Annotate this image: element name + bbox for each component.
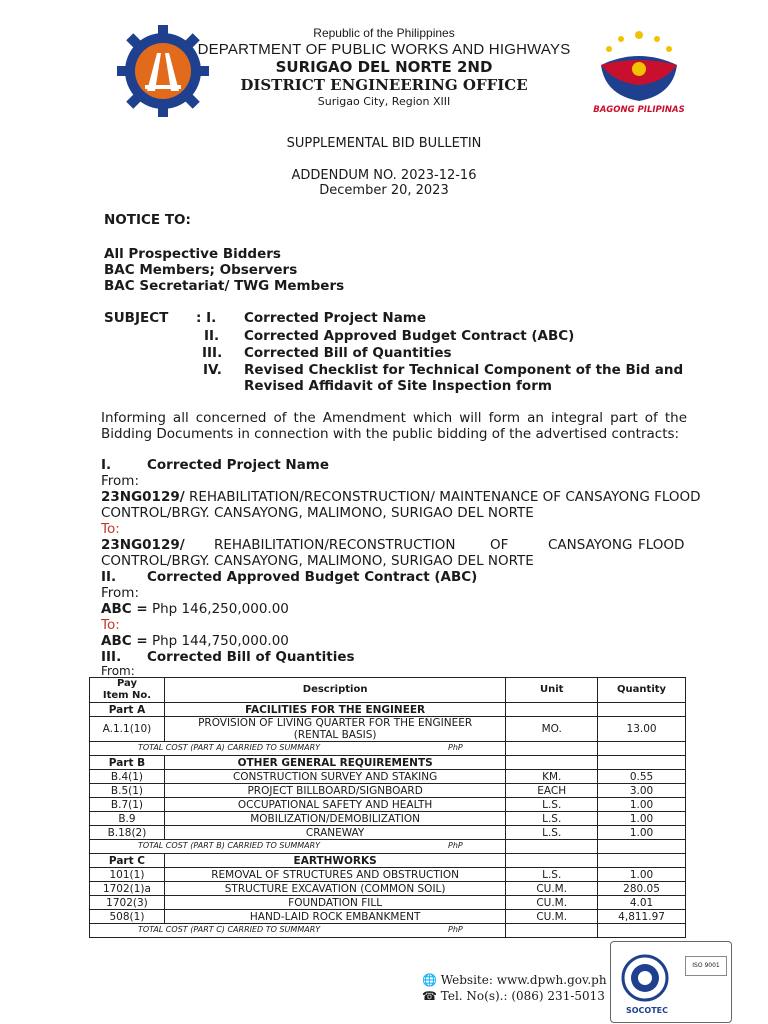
total-label: TOTAL COST (PART A) CARRIED TO SUMMARY	[138, 743, 321, 752]
cert-iso: ISO 9001	[685, 956, 727, 976]
part-title: OTHER GENERAL REQUIREMENTS	[164, 756, 505, 770]
subject-num: II.	[204, 328, 220, 344]
table-total-row	[90, 742, 686, 756]
header-department: DEPARTMENT OF PUBLIC WORKS AND HIGHWAYS	[197, 41, 571, 58]
total-label-cell	[90, 742, 506, 756]
total-label: TOTAL COST (PART C) CARRIED TO SUMMARY	[138, 925, 321, 934]
section3-num: III.	[101, 649, 122, 665]
item-number: 508(1)	[90, 910, 165, 924]
table-part-row	[90, 703, 686, 717]
bill-of-quantities-table	[89, 677, 686, 938]
item-description: CRANEWAY	[164, 826, 505, 840]
addendum-number: ADDENDUM NO. 2023-12-16	[291, 168, 477, 183]
item-unit: EACH	[506, 784, 598, 798]
empty-cell	[598, 854, 686, 868]
total-label-cell	[90, 840, 506, 854]
header-office-2: DISTRICT ENGINEERING OFFICE	[240, 76, 528, 94]
item-quantity: 4,811.97	[598, 910, 686, 924]
item-description: MOBILIZATION/DEMOBILIZATION	[164, 812, 505, 826]
item-number: A.1.1(10)	[90, 717, 165, 742]
project-name-part: REHABILITATION/RECONSTRUCTION	[214, 537, 456, 553]
item-description: PROJECT BILLBOARD/SIGNBOARD	[164, 784, 505, 798]
item-number: 1702(1)a	[90, 882, 165, 896]
section1-to-line2: CONTROL/BRGY. CANSAYONG, MALIMONO, SURIGAO DEL NORTE	[101, 553, 534, 569]
col-description: Description	[164, 678, 505, 703]
abc-value: Php 144,750,000.00	[147, 633, 289, 649]
empty-cell	[598, 756, 686, 770]
header-office-1: SURIGAO DEL NORTE 2ND	[275, 58, 493, 76]
item-quantity: 1.00	[598, 868, 686, 882]
table-row	[90, 882, 686, 896]
item-unit: CU.M.	[506, 882, 598, 896]
col-quantity: Quantity	[598, 678, 686, 703]
notice-recipient: BAC Secretariat/ TWG Members	[104, 278, 345, 294]
item-description: CONSTRUCTION SURVEY AND STAKING	[164, 770, 505, 784]
item-quantity: 3.00	[598, 784, 686, 798]
subject-label: SUBJECT	[104, 310, 169, 326]
item-unit: L.S.	[506, 868, 598, 882]
empty-cell	[506, 924, 598, 938]
globe-icon: 🌐	[422, 973, 437, 987]
notice-recipient: BAC Members; Observers	[104, 262, 298, 278]
item-unit: L.S.	[506, 812, 598, 826]
item-description: FOUNDATION FILL	[164, 896, 505, 910]
section3-title: Corrected Bill of Quantities	[147, 649, 355, 665]
item-number: 1702(3)	[90, 896, 165, 910]
section2-to-label: To:	[101, 617, 120, 633]
item-quantity: 4.01	[598, 896, 686, 910]
item-number: B.4(1)	[90, 770, 165, 784]
item-number: B.18(2)	[90, 826, 165, 840]
empty-cell	[506, 703, 598, 717]
subject-item: Revised Checklist for Technical Component of the Bid and	[244, 362, 684, 378]
cert-name: SOCOTEC	[625, 1006, 669, 1015]
table-row	[90, 798, 686, 812]
item-unit: CU.M.	[506, 910, 598, 924]
item-quantity: 0.55	[598, 770, 686, 784]
project-code: 23NG0129/	[101, 489, 185, 505]
table-row	[90, 910, 686, 924]
item-quantity: 1.00	[598, 812, 686, 826]
footer-telephone: ☎ Tel. No(s).: (086) 231-5013	[422, 989, 605, 1003]
table-part-row	[90, 756, 686, 770]
item-description: STRUCTURE EXCAVATION (COMMON SOIL)	[164, 882, 505, 896]
item-number: B.9	[90, 812, 165, 826]
bagong-pilipinas-label: BAGONG PILIPINAS	[593, 105, 685, 115]
section2-from-label: From:	[101, 585, 139, 601]
total-label-cell	[90, 924, 506, 938]
part-label: Part A	[90, 703, 165, 717]
table-row	[90, 868, 686, 882]
section3-from-label: From:	[101, 664, 135, 678]
total-label: TOTAL COST (PART B) CARRIED TO SUMMARY	[138, 841, 321, 850]
abc-value: Php 146,250,000.00	[147, 601, 289, 617]
item-unit: L.S.	[506, 826, 598, 840]
section1-title: Corrected Project Name	[147, 457, 330, 473]
socotec-icon	[615, 948, 685, 1008]
part-title: FACILITIES FOR THE ENGINEER	[164, 703, 505, 717]
empty-cell	[506, 756, 598, 770]
currency-label: PhP	[448, 743, 463, 752]
table-part-row	[90, 854, 686, 868]
table-total-row	[90, 840, 686, 854]
part-title: EARTHWORKS	[164, 854, 505, 868]
item-number: B.5(1)	[90, 784, 165, 798]
item-number: 101(1)	[90, 868, 165, 882]
table-row	[90, 784, 686, 798]
empty-cell	[598, 840, 686, 854]
notice-recipient: All Prospective Bidders	[104, 246, 281, 262]
bulletin-title: SUPPLEMENTAL BID BULLETIN	[286, 136, 482, 151]
subject-num: IV.	[203, 362, 222, 378]
table-total-row	[90, 924, 686, 938]
abc-label: ABC =	[101, 601, 148, 617]
table-row	[90, 812, 686, 826]
item-description: OCCUPATIONAL SAFETY AND HEALTH	[164, 798, 505, 812]
phone-icon: ☎	[422, 989, 437, 1003]
abc-to	[101, 633, 289, 649]
section1-from-label: From:	[101, 473, 139, 489]
subject-item: Corrected Bill of Quantities	[244, 345, 452, 361]
project-code: 23NG0129/	[101, 537, 185, 553]
item-description: PROVISION OF LIVING QUARTER FOR THE ENGINEER (RENTAL BASIS)	[164, 717, 505, 742]
section2-num: II.	[101, 569, 117, 585]
section1-to-line1	[101, 537, 687, 553]
notice-label: NOTICE TO:	[104, 212, 191, 228]
empty-cell	[506, 742, 598, 756]
item-quantity: 280.05	[598, 882, 686, 896]
bulletin-date: December 20, 2023	[319, 183, 449, 198]
iso-certification-badge	[610, 941, 732, 1023]
col-pay-item: Pay Item No.	[90, 678, 165, 703]
table-row	[90, 896, 686, 910]
empty-cell	[598, 924, 686, 938]
empty-cell	[598, 742, 686, 756]
section1-to-label: To:	[101, 521, 120, 537]
subject-item: Corrected Project Name	[244, 310, 427, 326]
item-number: B.7(1)	[90, 798, 165, 812]
item-description: REMOVAL OF STRUCTURES AND OBSTRUCTION	[164, 868, 505, 882]
footer-website: 🌐 Website: www.dpwh.gov.ph	[422, 973, 607, 987]
col-unit: Unit	[506, 678, 598, 703]
currency-label: PhP	[448, 841, 463, 850]
header-location: Surigao City, Region XIII	[317, 95, 451, 108]
abc-from	[101, 601, 289, 617]
section2-title: Corrected Approved Budget Contract (ABC)	[147, 569, 478, 585]
section1-num: I.	[101, 457, 112, 473]
table-header-row	[90, 678, 686, 703]
table-row	[90, 717, 686, 742]
item-unit: MO.	[506, 717, 598, 742]
project-name-part: FLOOD	[638, 537, 685, 553]
empty-cell	[506, 854, 598, 868]
project-name-part: OF	[490, 537, 509, 553]
item-quantity: 1.00	[598, 826, 686, 840]
item-quantity: 13.00	[598, 717, 686, 742]
table-row	[90, 770, 686, 784]
section1-from-line1	[101, 489, 701, 505]
section1-from-line2: CONTROL/BRGY. CANSAYONG, MALIMONO, SURIGAO DEL NORTE	[101, 505, 534, 521]
project-name-part: CANSAYONG	[548, 537, 633, 553]
subject-num: : I.	[196, 310, 217, 326]
part-label: Part B	[90, 756, 165, 770]
part-label: Part C	[90, 854, 165, 868]
item-unit: CU.M.	[506, 896, 598, 910]
currency-label: PhP	[448, 925, 463, 934]
project-name-part: REHABILITATION/RECONSTRUCTION/ MAINTENANCE OF CANSAYONG FLOOD	[184, 489, 701, 505]
empty-cell	[598, 703, 686, 717]
item-unit: L.S.	[506, 798, 598, 812]
subject-item: Revised Affidavit of Site Inspection form	[244, 378, 552, 394]
header-republic: Republic of the Philippines	[313, 26, 455, 40]
empty-cell	[506, 840, 598, 854]
item-description: HAND-LAID ROCK EMBANKMENT	[164, 910, 505, 924]
abc-label: ABC =	[101, 633, 148, 649]
subject-item: Corrected Approved Budget Contract (ABC)	[244, 328, 575, 344]
table-row	[90, 826, 686, 840]
subject-num: III.	[202, 345, 223, 361]
item-quantity: 1.00	[598, 798, 686, 812]
item-unit: KM.	[506, 770, 598, 784]
intro-paragraph: Informing all concerned of the Amendment which will form an integral part of the Bidding Documents in connection with the public bidding of the advertised contracts:	[101, 410, 687, 442]
